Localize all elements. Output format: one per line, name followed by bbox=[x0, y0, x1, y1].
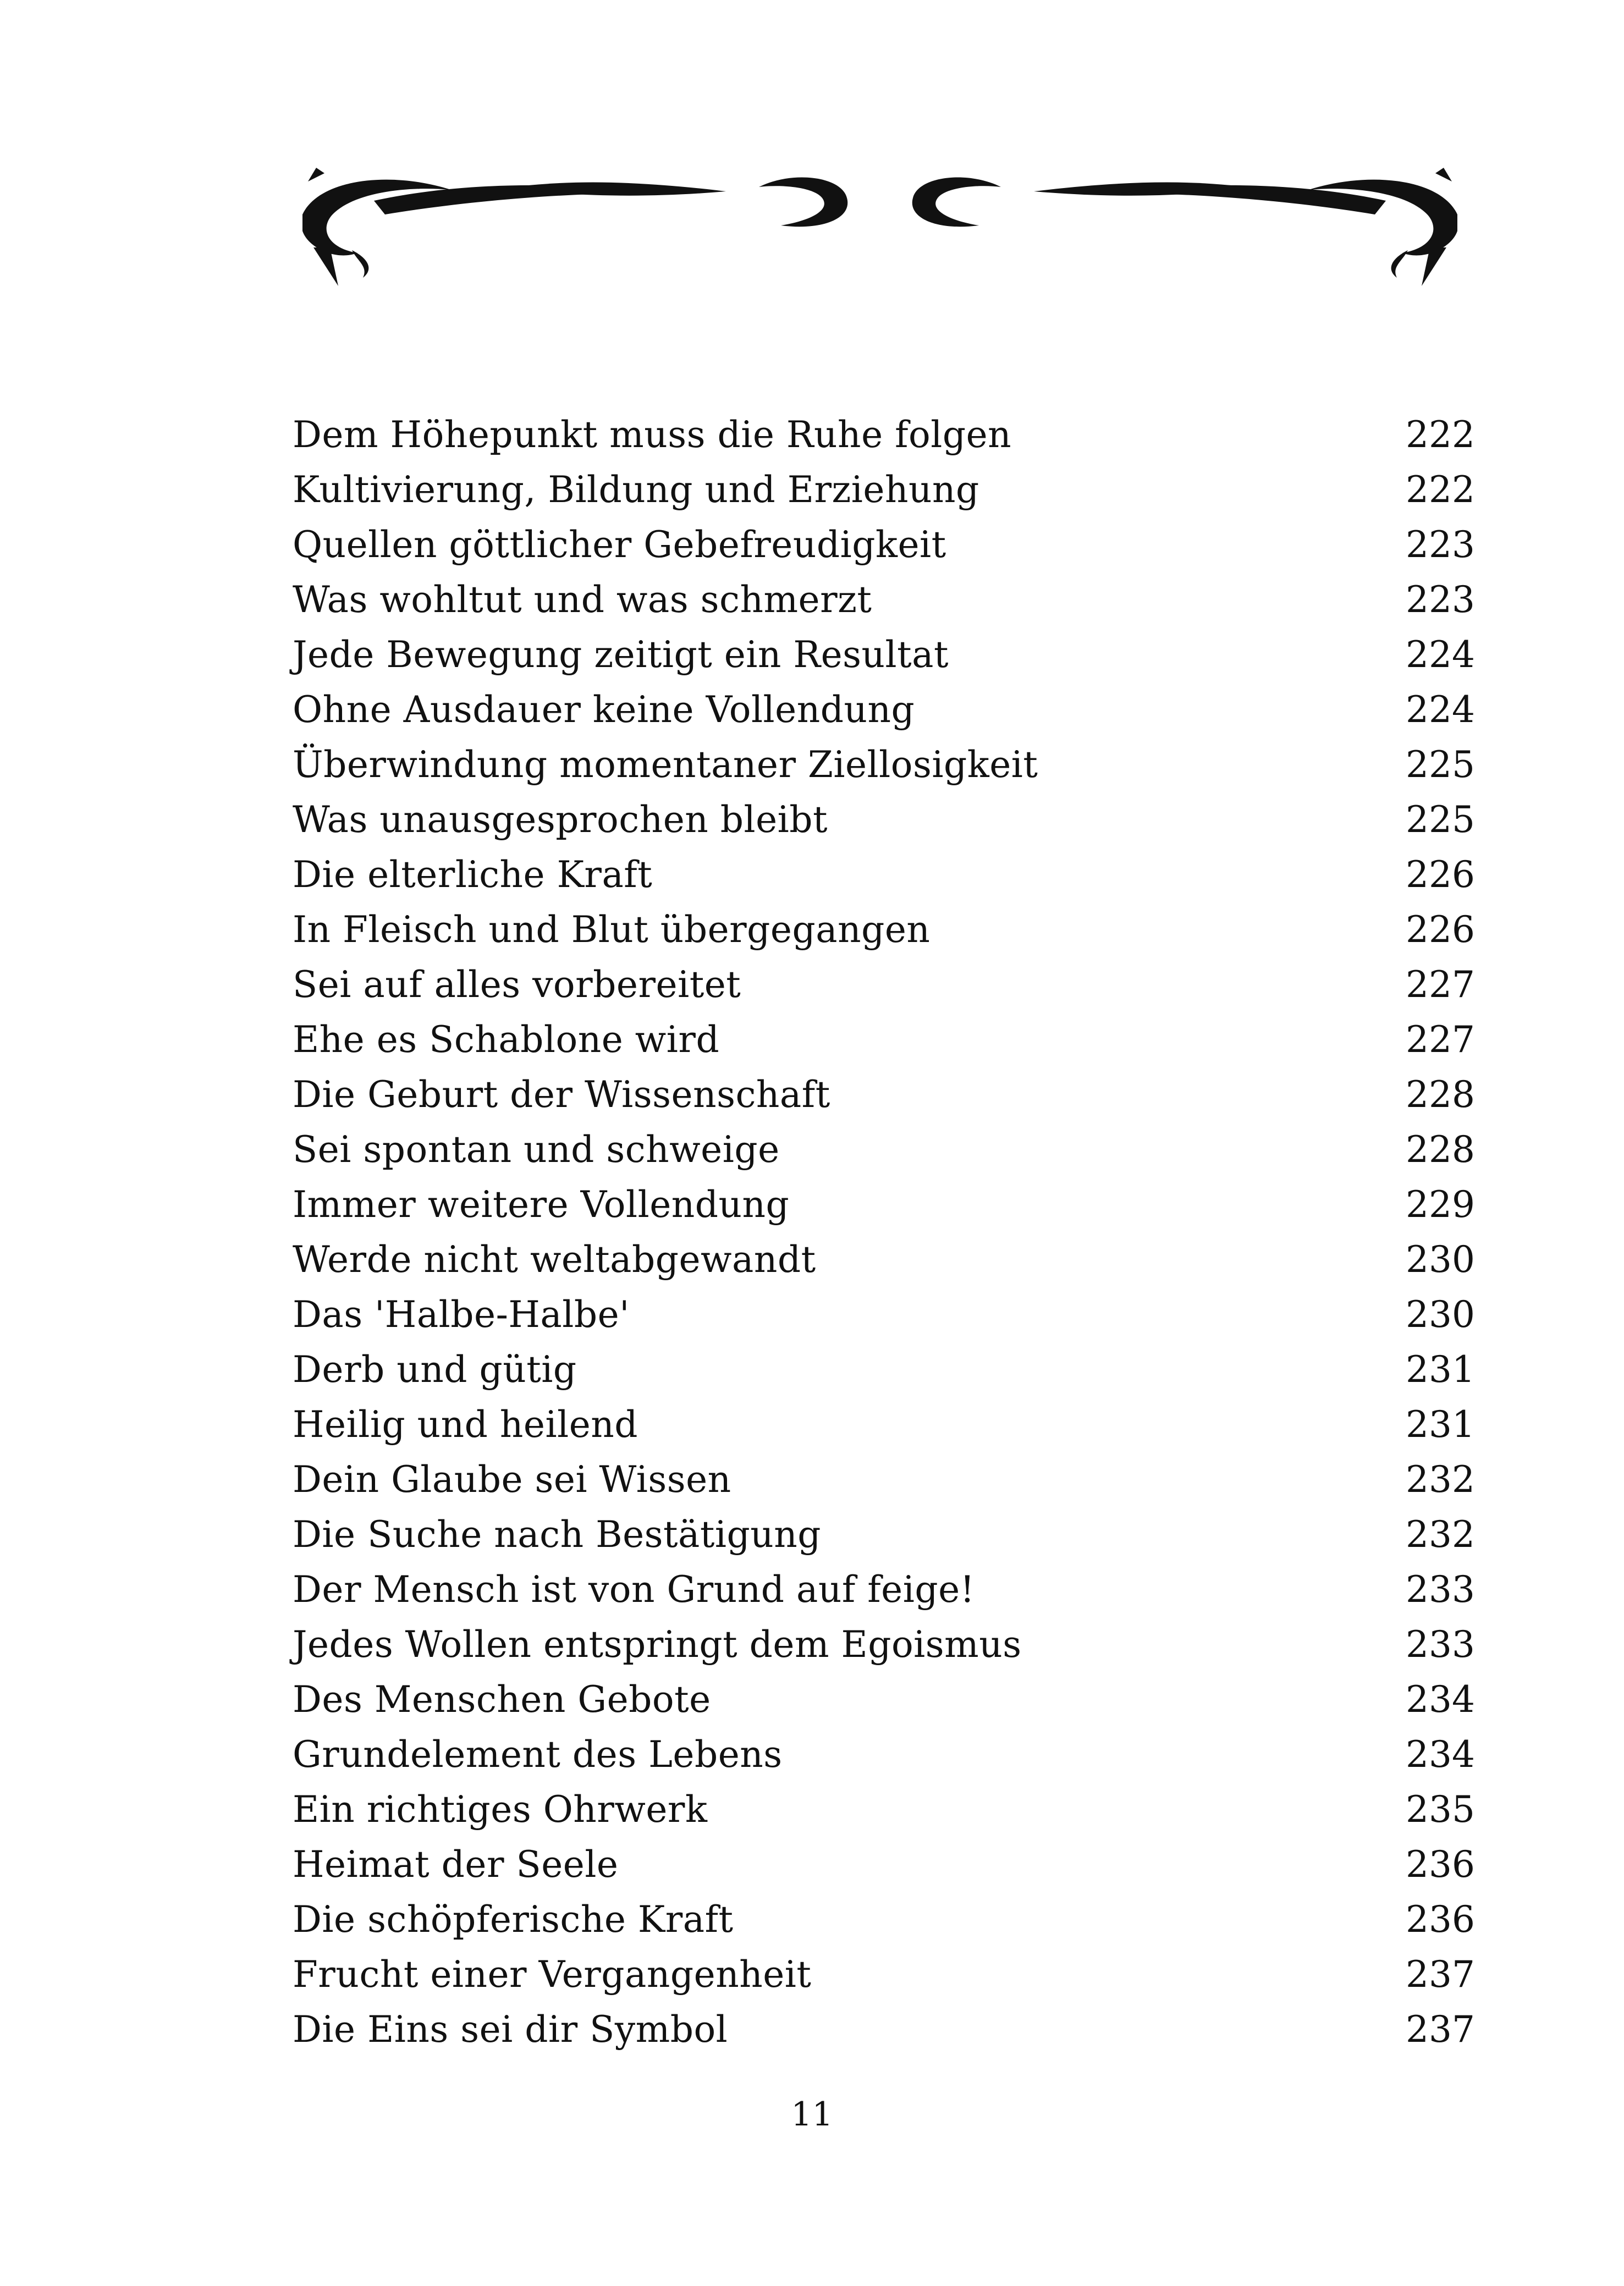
toc-entry-title: Quellen göttlicher Gebefreudigkeit bbox=[293, 523, 946, 566]
toc-entry-page: 230 bbox=[1406, 1293, 1475, 1336]
toc-entry-page: 225 bbox=[1406, 743, 1475, 786]
toc-entry-title: Was wohltut und was schmerzt bbox=[293, 578, 872, 621]
toc-entry bbox=[293, 1342, 1475, 1397]
page-number: 11 bbox=[791, 2095, 833, 2134]
toc-entry bbox=[293, 517, 1475, 572]
toc-entry-page: 237 bbox=[1406, 1953, 1475, 1996]
ornament-flourish-icon bbox=[286, 148, 1474, 286]
toc-entry-title: Der Mensch ist von Grund auf feige! bbox=[293, 1568, 975, 1611]
toc-entry-page: 232 bbox=[1406, 1458, 1475, 1501]
toc-entry-page: 232 bbox=[1406, 1513, 1475, 1556]
toc-entry-title: Dem Höhepunkt muss die Ruhe folgen bbox=[293, 413, 1012, 456]
toc-entry bbox=[293, 1782, 1475, 1837]
toc-entry-title: Immer weitere Vollendung bbox=[293, 1183, 790, 1226]
toc-entry-title: Frucht einer Vergangenheit bbox=[293, 1953, 812, 1996]
toc-entry bbox=[293, 1947, 1475, 2002]
toc-entry bbox=[293, 1122, 1475, 1177]
table-of-contents bbox=[293, 407, 1475, 2057]
toc-entry bbox=[293, 737, 1475, 792]
toc-entry bbox=[293, 2002, 1475, 2057]
toc-entry-page: 233 bbox=[1406, 1623, 1475, 1666]
toc-entry-title: Jedes Wollen entspringt dem Egoismus bbox=[293, 1623, 1022, 1666]
toc-entry bbox=[293, 1177, 1475, 1232]
toc-entry bbox=[293, 1287, 1475, 1342]
toc-entry-page: 236 bbox=[1406, 1843, 1475, 1886]
toc-entry bbox=[293, 682, 1475, 737]
toc-entry-page: 226 bbox=[1406, 853, 1475, 896]
toc-entry-title: Derb und gütig bbox=[293, 1348, 577, 1391]
toc-entry-page: 237 bbox=[1406, 2008, 1475, 2051]
toc-entry bbox=[293, 1727, 1475, 1782]
toc-entry-title: Heimat der Seele bbox=[293, 1843, 619, 1886]
toc-entry-page: 223 bbox=[1406, 578, 1475, 621]
toc-entry-title: Ein richtiges Ohrwerk bbox=[293, 1788, 708, 1831]
toc-entry bbox=[293, 957, 1475, 1012]
toc-entry bbox=[293, 1012, 1475, 1067]
toc-entry bbox=[293, 1672, 1475, 1727]
toc-entry bbox=[293, 1507, 1475, 1562]
toc-entry bbox=[293, 572, 1475, 627]
toc-entry-title: Dein Glaube sei Wissen bbox=[293, 1458, 731, 1501]
toc-entry-page: 227 bbox=[1406, 963, 1475, 1006]
toc-entry-title: Grundelement des Lebens bbox=[293, 1733, 783, 1776]
toc-entry-page: 227 bbox=[1406, 1018, 1475, 1061]
toc-entry-page: 236 bbox=[1406, 1898, 1475, 1941]
toc-entry-page: 228 bbox=[1406, 1128, 1475, 1171]
toc-entry-title: Die Eins sei dir Symbol bbox=[293, 2008, 728, 2051]
toc-entry bbox=[293, 627, 1475, 682]
toc-entry-page: 226 bbox=[1406, 908, 1475, 951]
toc-entry-title: Die schöpferische Kraft bbox=[293, 1898, 734, 1941]
toc-entry-page: 224 bbox=[1406, 633, 1475, 676]
toc-entry bbox=[293, 1892, 1475, 1947]
toc-entry bbox=[293, 902, 1475, 957]
toc-entry bbox=[293, 1562, 1475, 1617]
toc-entry bbox=[293, 1397, 1475, 1452]
toc-entry-page: 229 bbox=[1406, 1183, 1475, 1226]
toc-entry-title: Die Suche nach Bestätigung bbox=[293, 1513, 822, 1556]
toc-entry-title: Die Geburt der Wissenschaft bbox=[293, 1073, 830, 1116]
toc-entry bbox=[293, 1617, 1475, 1672]
toc-entry bbox=[293, 847, 1475, 902]
toc-entry bbox=[293, 792, 1475, 847]
toc-entry bbox=[293, 1232, 1475, 1287]
toc-entry-title: Sei auf alles vorbereitet bbox=[293, 963, 741, 1006]
toc-entry-title: Heilig und heilend bbox=[293, 1403, 638, 1446]
toc-entry bbox=[293, 407, 1475, 462]
toc-entry-title: In Fleisch und Blut übergegangen bbox=[293, 908, 931, 951]
toc-entry-title: Ohne Ausdauer keine Vollendung bbox=[293, 688, 915, 731]
toc-entry-title: Sei spontan und schweige bbox=[293, 1128, 780, 1171]
toc-entry-page: 225 bbox=[1406, 798, 1475, 841]
toc-entry-title: Werde nicht weltabgewandt bbox=[293, 1238, 816, 1281]
toc-entry-title: Was unausgesprochen bleibt bbox=[293, 798, 828, 841]
toc-entry-page: 231 bbox=[1406, 1403, 1475, 1446]
toc-entry-title: Die elterliche Kraft bbox=[293, 853, 653, 896]
toc-entry bbox=[293, 462, 1475, 517]
toc-entry-page: 228 bbox=[1406, 1073, 1475, 1116]
toc-entry-page: 234 bbox=[1406, 1733, 1475, 1776]
toc-entry bbox=[293, 1837, 1475, 1892]
toc-entry-title: Kultivierung, Bildung und Erziehung bbox=[293, 468, 979, 511]
toc-entry-page: 234 bbox=[1406, 1678, 1475, 1721]
toc-entry-title: Das 'Halbe-Halbe' bbox=[293, 1293, 630, 1336]
toc-entry-title: Ehe es Schablone wird bbox=[293, 1018, 720, 1061]
toc-entry-page: 235 bbox=[1406, 1788, 1475, 1831]
toc-entry bbox=[293, 1067, 1475, 1122]
toc-entry-page: 224 bbox=[1406, 688, 1475, 731]
toc-entry-title: Des Menschen Gebote bbox=[293, 1678, 711, 1721]
toc-entry-page: 233 bbox=[1406, 1568, 1475, 1611]
toc-entry-title: Überwindung momentaner Ziellosigkeit bbox=[293, 743, 1038, 786]
toc-entry bbox=[293, 1452, 1475, 1507]
toc-entry-page: 222 bbox=[1406, 413, 1475, 456]
toc-entry-title: Jede Bewegung zeitigt ein Resultat bbox=[293, 633, 949, 676]
toc-entry-page: 230 bbox=[1406, 1238, 1475, 1281]
toc-entry-page: 222 bbox=[1406, 468, 1475, 511]
toc-entry-page: 231 bbox=[1406, 1348, 1475, 1391]
toc-entry-page: 223 bbox=[1406, 523, 1475, 566]
